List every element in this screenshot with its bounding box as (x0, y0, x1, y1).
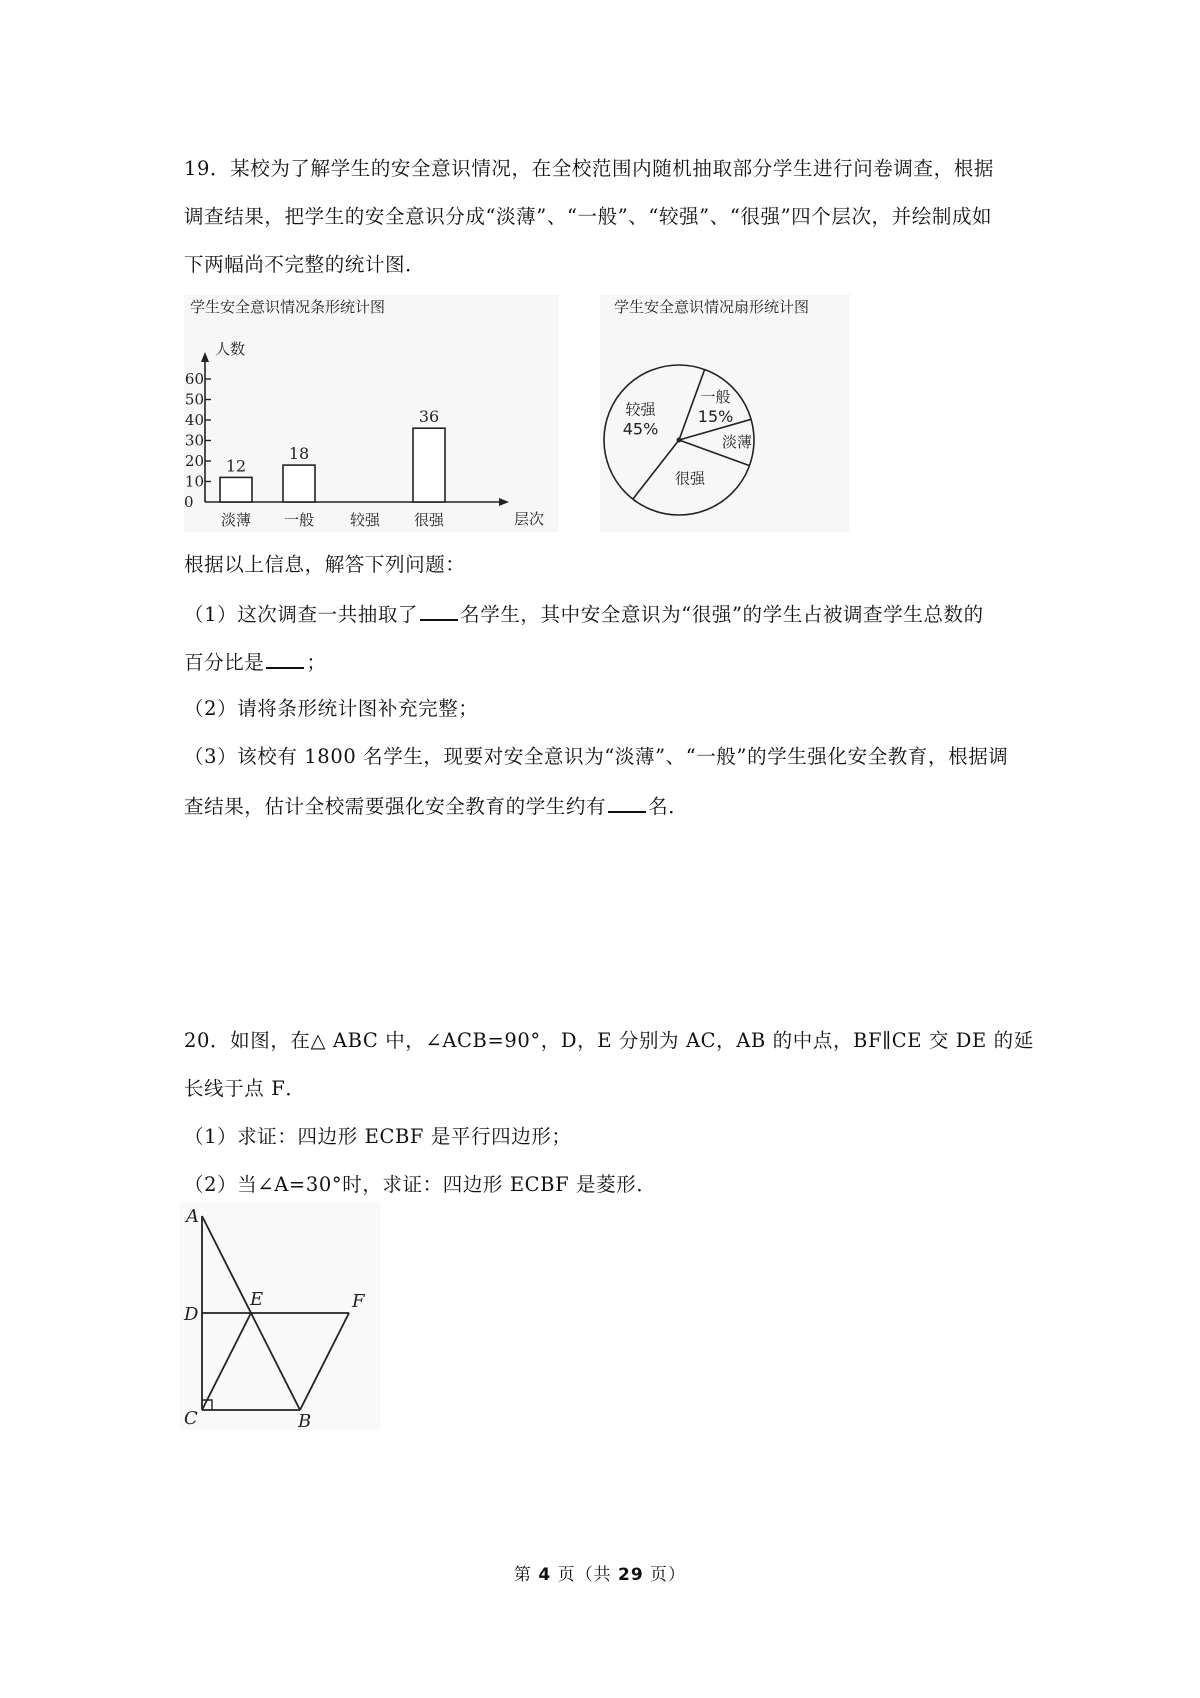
bar-2 (283, 465, 315, 502)
bar-4 (413, 428, 445, 502)
y-tick-label: 0 (184, 493, 194, 511)
segment-ce (202, 1313, 251, 1410)
y-tick-label: 50 (184, 390, 204, 409)
q19-part-1-text-a: （1）这次调查一共抽取了 (184, 603, 419, 626)
q19-part-1-text-b: 名学生，其中安全意识为“很强”的学生占被调查学生总数的 (460, 603, 984, 626)
pie-slice-label: 一般 (700, 387, 731, 406)
label-c: C (184, 1408, 198, 1429)
q19-part-3-line-1: （3）该校有 1800 名学生，现要对安全意识为“淡薄”、“一般”的学生强化安全教育，根据调 (184, 745, 1009, 768)
q19-line-2: 调查结果，把学生的安全意识分成“淡薄”、“一般”、“较强”、“很强”四个层次，并绘制成如 (184, 205, 993, 228)
bar-chart-svg (184, 294, 559, 532)
bar-value-label: 12 (225, 456, 247, 476)
label-e: E (250, 1289, 264, 1310)
label-a: A (186, 1206, 199, 1227)
footer-total-pages: 29 (617, 1565, 644, 1585)
bar-1 (220, 477, 252, 502)
pie-slice-percent: 45% (622, 419, 659, 439)
pie-slice-boundary (633, 440, 679, 499)
y-axis-label: 人数 (215, 340, 246, 358)
bar-value-label: 36 (418, 407, 440, 427)
pie-slice-label: 较强 (625, 400, 656, 419)
x-category-label: 一般 (283, 511, 315, 529)
q19-part-3-line-2 (184, 793, 688, 819)
x-category-label: 很强 (413, 511, 445, 529)
x-axis-label: 层次 (514, 510, 545, 528)
x-category-label: 淡薄 (220, 511, 252, 529)
q19-part-1-line-1 (184, 601, 984, 627)
geometry-figure (180, 1202, 380, 1430)
q19-line-3: 下两幅尚不完整的统计图． (184, 253, 426, 276)
q20-part-1: （1）求证：四边形 ECBF 是平行四边形； (184, 1125, 572, 1148)
footer-page-number: 4 (538, 1565, 552, 1585)
q19-part-3-text-b: 名． (648, 795, 689, 818)
pie-slice-percent: 15% (697, 406, 734, 426)
q20-part-2: （2）当∠A=30°时，求证：四边形 ECBF 是菱形． (184, 1173, 657, 1196)
q19-part-1-text-c: 百分比是 (184, 651, 265, 674)
answer-blank-3[interactable] (608, 793, 646, 813)
q19-part-1-line-2 (184, 649, 327, 675)
pie-chart (600, 294, 850, 532)
geometry-figure-svg (180, 1202, 380, 1430)
y-axis-arrow (201, 352, 209, 362)
q19-intro: 根据以上信息，解答下列问题： (184, 553, 466, 576)
footer-suffix: 页） (643, 1565, 687, 1585)
pie-center-dot (677, 438, 682, 443)
y-tick-label: 10 (184, 472, 204, 491)
footer-middle: 页（共 (551, 1565, 618, 1585)
label-f: F (352, 1291, 365, 1312)
pie-chart-svg (600, 294, 850, 532)
pie-slice-label: 很强 (675, 469, 706, 488)
q19-part-3-text-a: 查结果，估计全校需要强化安全教育的学生约有 (184, 795, 607, 818)
y-tick-label: 60 (184, 370, 204, 388)
q19-part-1-text-d: ； (306, 651, 327, 674)
q19-part-2: （2）请将条形统计图补充完整； (184, 697, 479, 720)
pie-chart-title: 学生安全意识情况扇形统计图 (614, 298, 810, 316)
pie-slice-label: 淡薄 (721, 433, 752, 452)
y-tick-label: 40 (184, 411, 204, 429)
label-d: D (184, 1304, 199, 1325)
answer-blank-2[interactable] (266, 649, 304, 669)
y-tick-label: 20 (184, 452, 204, 470)
page-footer (0, 1560, 1200, 1585)
bar-chart (184, 294, 559, 532)
answer-blank-1[interactable] (420, 601, 458, 621)
footer-prefix: 第 (513, 1565, 539, 1585)
bar-value-label: 18 (288, 444, 310, 464)
label-b: B (298, 1411, 312, 1430)
x-category-label: 较强 (349, 511, 381, 529)
segment-bf (300, 1313, 349, 1410)
y-tick-label: 30 (184, 431, 204, 450)
q19-line-1: 19．某校为了解学生的安全意识情况，在全校范围内随机抽取部分学生进行问卷调查，根据 (184, 157, 994, 180)
x-axis-arrow (499, 498, 509, 506)
bar-chart-title: 学生安全意识情况条形统计图 (190, 298, 386, 316)
q20-line-1: 20．如图，在△ ABC 中，∠ACB=90°，D，E 分别为 AC，AB 的中点，BF∥CE 交 DE 的延 (184, 1029, 1034, 1052)
q20-line-2: 长线于点 F． (184, 1077, 306, 1100)
